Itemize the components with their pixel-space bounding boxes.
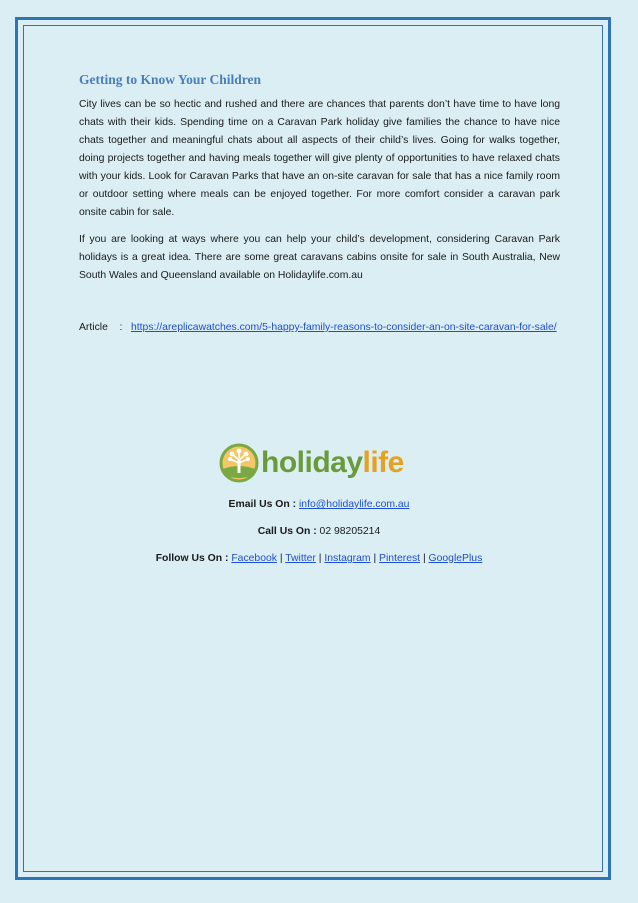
article-link[interactable]: https://areplicawatches.com/5-happy-family-reasons-to-consider-an-on-site-caravan-for-sale/: [131, 322, 557, 333]
email-line: [0, 499, 638, 510]
phone-label: Call Us On :: [257, 526, 317, 537]
tree-logo-icon: [219, 443, 259, 483]
article-label: Article: [79, 322, 108, 333]
holidaylife-logo: [219, 442, 419, 484]
twitter-link[interactable]: Twitter: [285, 553, 316, 564]
paragraph-2: If you are looking at ways where you can help your child’s development, considering Caravan Park holidays is a great idea. There are some great caravans cabins onsite for sale in South Australia, New South Wales and Queensland available on Holidaylife.com.au: [79, 234, 560, 281]
divider: |: [279, 553, 283, 564]
divider: |: [318, 553, 322, 564]
phone-line: [0, 526, 638, 537]
email-link[interactable]: info@holidaylife.com.au: [298, 499, 410, 510]
social-line: [0, 553, 638, 564]
instagram-link[interactable]: Instagram: [324, 553, 371, 564]
section-heading: Getting to Know Your Children: [79, 72, 262, 87]
paragraph-1: City lives can be so hectic and rushed and there are chances that parents don’t have time to have long chats with their kids. Spending time on a Caravan Park holiday give families the chance to have nice chats together and meaningful chats about all aspects of their child’s lives. Going for walks together, doing projects together and having meals together will give plenty of opportunities to have relaxed chats with your kids. Look for Caravan Parks that have an on-site caravan for sale that has a nice family room or outdoor setting where meals can be enjoyed together. For more comfort consider a caravan park onsite cabin for sale.: [79, 99, 560, 218]
googleplus-link[interactable]: GooglePlus: [428, 553, 483, 564]
facebook-link[interactable]: Facebook: [231, 553, 277, 564]
pinterest-link[interactable]: Pinterest: [379, 553, 421, 564]
phone-number: 02 98205214: [319, 526, 381, 537]
divider: |: [373, 553, 377, 564]
logo-word-holiday: holiday: [261, 446, 363, 479]
divider: |: [422, 553, 426, 564]
follow-label: Follow Us On :: [155, 553, 229, 564]
logo-word-life: life: [362, 446, 404, 479]
logo-wordmark: [261, 448, 404, 478]
article-separator: :: [119, 322, 123, 333]
email-label: Email Us On :: [228, 499, 297, 510]
document-body: [79, 72, 560, 337]
article-line: [79, 319, 560, 337]
